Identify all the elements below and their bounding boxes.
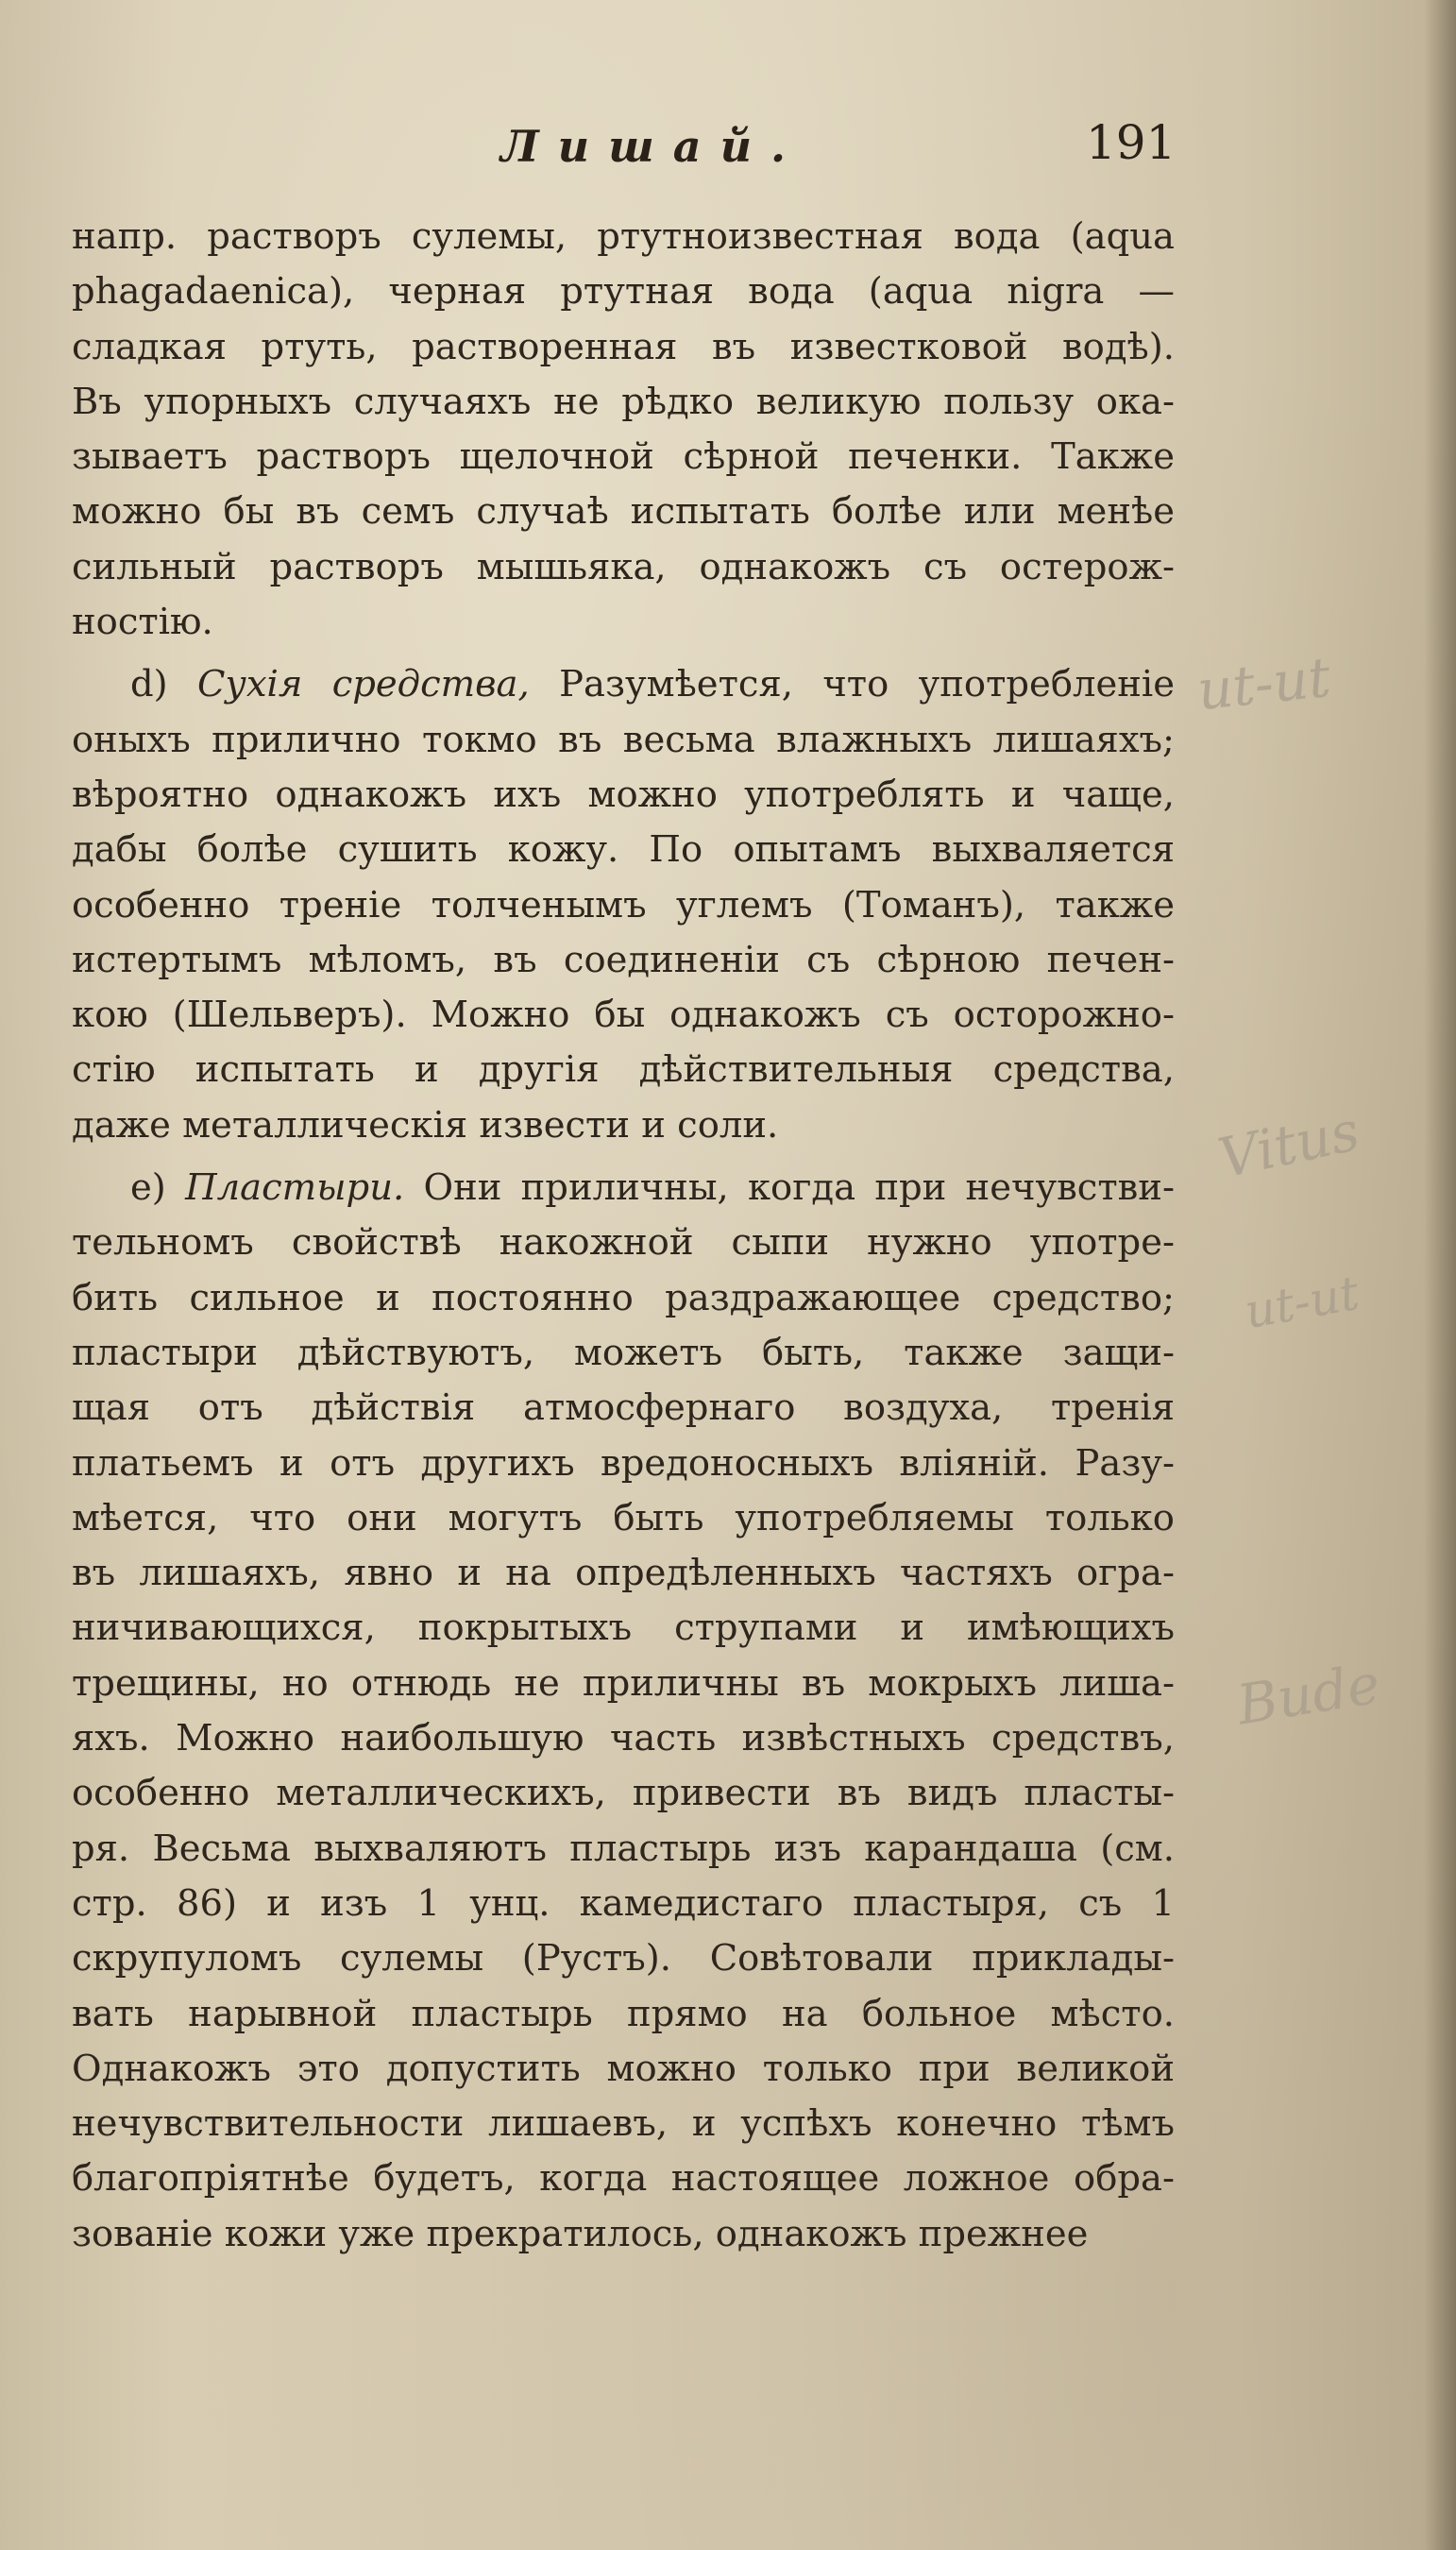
text-line: яхъ. Можно наибольшую часть извѣстныхъ средствъ, [72,1717,1175,1760]
running-title: Лишай. [500,121,805,172]
text-line: бить сильное и постоянно раздражающее средство; [72,1276,1175,1319]
text-line: особенно треніе толченымъ углемъ (Томанъ), также [72,883,1175,926]
text-line: особенно металлическихъ, привести въ видъ пласты- [72,1772,1175,1815]
text-line: благопріятнѣе будетъ, когда настоящее ложное обра- [72,2157,1175,2201]
text-line: зованіе кожи уже прекратилось, однакожъ прежнее [72,2212,1089,2255]
text-line: нечувствительности лишаевъ, и успѣхъ конечно тѣмъ [72,2102,1175,2146]
gutter-shadow [1424,0,1456,2550]
text-line: дабы болѣе сушить кожу. По опытамъ выхваляется [72,828,1175,872]
text-line: сладкая ртуть, растворенная въ известковой водѣ). [72,325,1175,368]
text-line: ря. Весьма выхваляютъ пластырь изъ карандаша (см. [72,1827,1175,1870]
text-line: вѣроятно однакожъ ихъ можно употреблять и чаще, [72,773,1175,816]
paragraph-d-first-line [72,657,1175,712]
text-line: платьемъ и отъ другихъ вредоносныхъ вліяній. Разу- [72,1441,1175,1485]
text-line: ностію. [72,601,213,644]
paragraph-d-first-rest: Разумѣется, что употребленіе [559,663,1176,706]
paragraph-e-first-rest: Они приличны, когда при нечувстви- [423,1166,1175,1210]
text-line: трещины, но отнюдь не приличны въ мокрыхъ лиша- [72,1661,1175,1705]
paragraph-d-heading: Сухія средства, [197,663,530,706]
paragraph-e-marker: e) [130,1166,166,1210]
text-line: въ лишаяхъ, явно и на опредѣленныхъ частяхъ огра- [72,1552,1175,1595]
text-line: phagadaenica), черная ртутная вода (aqua nigra — [72,270,1175,314]
margin-note: ut-ut [1194,644,1334,723]
paragraph-e-first-line [72,1161,1175,1216]
text-line: вать нарывной пластырь прямо на больное мѣсто. [72,1992,1175,2035]
text-line: стр. 86) и изъ 1 унц. камедистаго пластыря, съ 1 [72,1881,1175,1925]
text-line: тельномъ свойствѣ накожной сыпи нужно употре- [72,1221,1175,1265]
text-line: щая отъ дѣйствія атмосфернаго воздуха, тренія [72,1386,1175,1430]
page-number: 191 [1086,115,1177,170]
margin-note: ut-ut [1240,1265,1363,1340]
margin-note: Vitus [1212,1098,1365,1191]
text-line: ничивающихся, покрытыхъ струпами и имѣющихъ [72,1606,1175,1650]
text-line: пластыри дѣйствуютъ, можетъ быть, также защи- [72,1331,1175,1374]
text-line: можно бы въ семъ случаѣ испытать болѣе или менѣе [72,490,1175,534]
text-line: стію испытать и другія дѣйствительныя средства, [72,1048,1175,1092]
text-line: мѣется, что они могутъ быть употребляемы только [72,1496,1175,1539]
text-line: Въ упорныхъ случаяхъ не рѣдко великую пользу ока- [72,380,1175,423]
paragraph-d-marker: d) [130,663,168,706]
page-header [0,115,1456,187]
text-line: напр. растворъ сулемы, ртутноизвестная вода (aqua [72,215,1175,258]
margin-note: Bude [1232,1651,1384,1738]
paragraph-e-heading: Пластыри. [185,1166,405,1210]
text-line: даже металлическія извести и соли. [72,1103,779,1147]
text-line: сильный растворъ мышьяка, однакожъ съ остерож- [72,545,1175,588]
text-line: скрупуломъ сулемы (Рустъ). Совѣтовали приклады- [72,1937,1175,1980]
body-text [72,210,1175,2262]
text-line: оныхъ прилично токмо въ весьма влажныхъ лишаяхъ; [72,718,1175,761]
text-line: Однакожъ это допустить можно только при великой [72,2047,1175,2090]
text-line: зываетъ растворъ щелочной сѣрной печенки. Также [72,435,1175,479]
text-line: истертымъ мѣломъ, въ соединеніи съ сѣрною печен- [72,938,1175,981]
text-line: кою (Шельверъ). Можно бы однакожъ съ осторожно- [72,994,1175,1037]
